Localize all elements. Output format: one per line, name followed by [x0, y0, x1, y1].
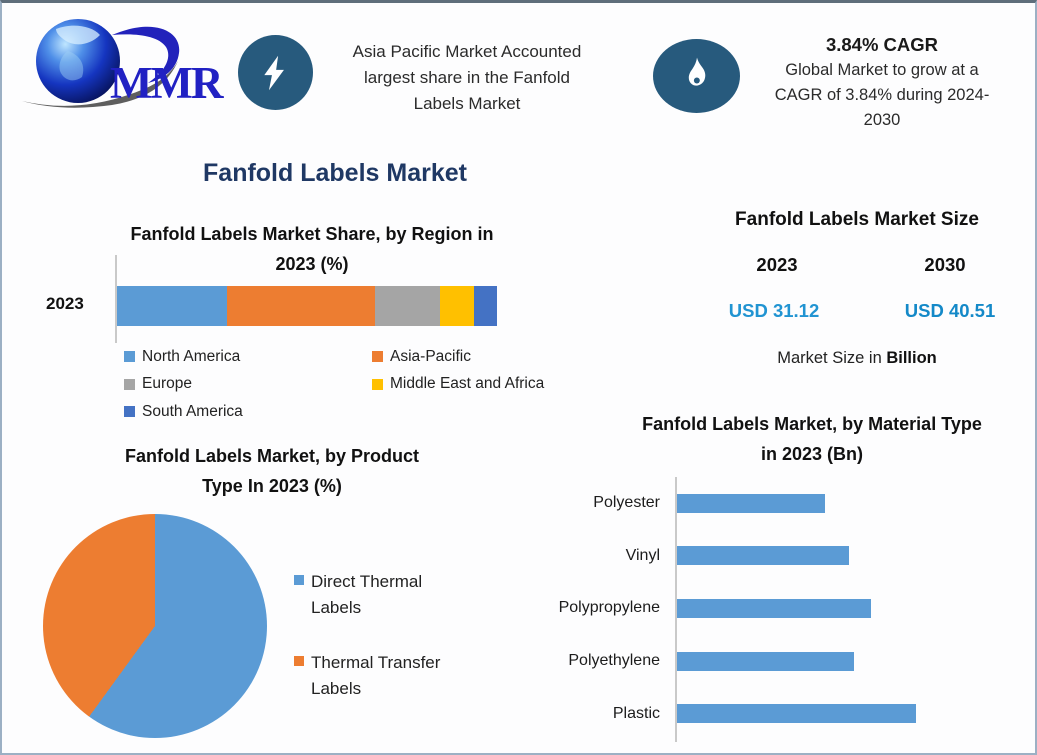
material-title-line2: in 2023 (Bn) — [760, 444, 864, 464]
cagr-line1: Global Market to grow at a — [785, 61, 979, 79]
material-bar — [677, 546, 849, 565]
region-legend-item-asia-pacific — [372, 343, 554, 371]
pie-legend-item-thermal-transfer-labels — [294, 650, 473, 702]
material-bar — [677, 494, 825, 513]
legend-label: Asia-Pacific — [390, 347, 471, 365]
material-row-vinyl — [490, 530, 1030, 583]
pie-legend-item-direct-thermal-labels — [294, 569, 473, 621]
bar-segment-north-america — [117, 286, 227, 326]
pie-title-line1: Fanfold Labels Market, by Product — [124, 446, 420, 466]
cagr-line3: 2030 — [863, 111, 901, 129]
region-chart-title — [77, 219, 547, 279]
flame-icon — [680, 55, 714, 97]
material-row-plastic — [490, 687, 1030, 740]
legend-label: Middle East and Africa — [390, 375, 545, 393]
legend-swatch-icon — [124, 379, 135, 390]
material-chart-title — [597, 409, 1027, 469]
legend-label: South America — [142, 402, 243, 420]
legend-label: North America — [142, 347, 241, 365]
region-legend-item-south-america — [124, 398, 372, 426]
lightning-bolt-icon — [258, 51, 294, 95]
bar-segment-europe — [375, 286, 440, 326]
material-row-polypropylene — [490, 582, 1030, 635]
bar-segment-south-america — [474, 286, 497, 326]
legend-swatch-icon — [124, 351, 135, 362]
material-title-line1: Fanfold Labels Market, by Material Type — [642, 414, 982, 434]
legend-swatch-icon — [294, 656, 304, 666]
header-highlight-asia-pacific — [320, 39, 614, 117]
header-highlight-cagr — [746, 31, 1018, 133]
material-row-polyester — [490, 477, 1030, 530]
material-label: Polyethylene — [568, 652, 660, 670]
material-row-polyethylene — [490, 635, 1030, 688]
highlight1-line1: Asia Pacific Market Accounted — [352, 42, 582, 61]
legend-swatch-icon — [294, 575, 304, 585]
legend-swatch-icon — [372, 351, 383, 362]
region-legend-item-middle-east-and-africa — [372, 371, 554, 399]
pie-chart-title — [72, 441, 472, 501]
material-bar — [677, 599, 871, 618]
market-size-value-2023: USD 31.12 — [728, 300, 820, 321]
product-pie — [43, 514, 267, 738]
region-legend-item-north-america — [124, 343, 372, 371]
legend-label: Direct Thermal Labels — [311, 572, 423, 617]
pie-title-line2: Type In 2023 (%) — [202, 476, 342, 496]
flame-badge — [653, 39, 740, 113]
region-legend-item-europe — [124, 371, 372, 399]
region-title-line2: 2023 (%) — [275, 254, 349, 274]
cagr-line2: CAGR of 3.84% during 2024- — [774, 86, 990, 104]
region-stacked-bar — [117, 286, 497, 326]
market-size-caption — [722, 349, 992, 368]
globe-icon — [16, 11, 231, 111]
caption-bold: Billion — [886, 349, 937, 367]
bar-segment-middle-east-and-africa — [440, 286, 474, 326]
page-title: Fanfold Labels Market — [203, 159, 467, 187]
highlight1-line2: largest share in the Fanfold — [363, 68, 570, 87]
material-bar — [677, 704, 916, 723]
material-bar — [677, 652, 854, 671]
market-size-value-2030: USD 40.51 — [904, 300, 996, 321]
material-label: Polyester — [593, 494, 660, 512]
pie-legend — [294, 569, 473, 731]
logo-text: MMR — [110, 58, 222, 108]
mmr-logo — [16, 11, 231, 111]
caption-prefix: Market Size in — [777, 349, 887, 367]
legend-swatch-icon — [124, 406, 135, 417]
legend-swatch-icon — [372, 379, 383, 390]
material-label: Polypropylene — [558, 599, 660, 617]
region-axis-label: 2023 — [46, 294, 84, 313]
market-size-year-2030: 2030 — [924, 254, 966, 275]
material-label: Plastic — [612, 704, 660, 722]
legend-label: Europe — [142, 375, 192, 393]
material-label: Vinyl — [625, 546, 660, 564]
cagr-headline: 3.84% CAGR — [825, 34, 939, 55]
lightning-badge — [238, 35, 313, 110]
legend-label: Thermal Transfer Labels — [311, 653, 441, 698]
material-rows — [490, 477, 1030, 740]
market-size-year-2023: 2023 — [756, 254, 798, 275]
market-size-title: Fanfold Labels Market Size — [735, 209, 979, 230]
region-legend — [124, 343, 554, 426]
region-title-line1: Fanfold Labels Market Share, by Region in — [130, 224, 494, 244]
bar-segment-asia-pacific — [227, 286, 375, 326]
highlight1-line3: Labels Market — [413, 94, 521, 113]
